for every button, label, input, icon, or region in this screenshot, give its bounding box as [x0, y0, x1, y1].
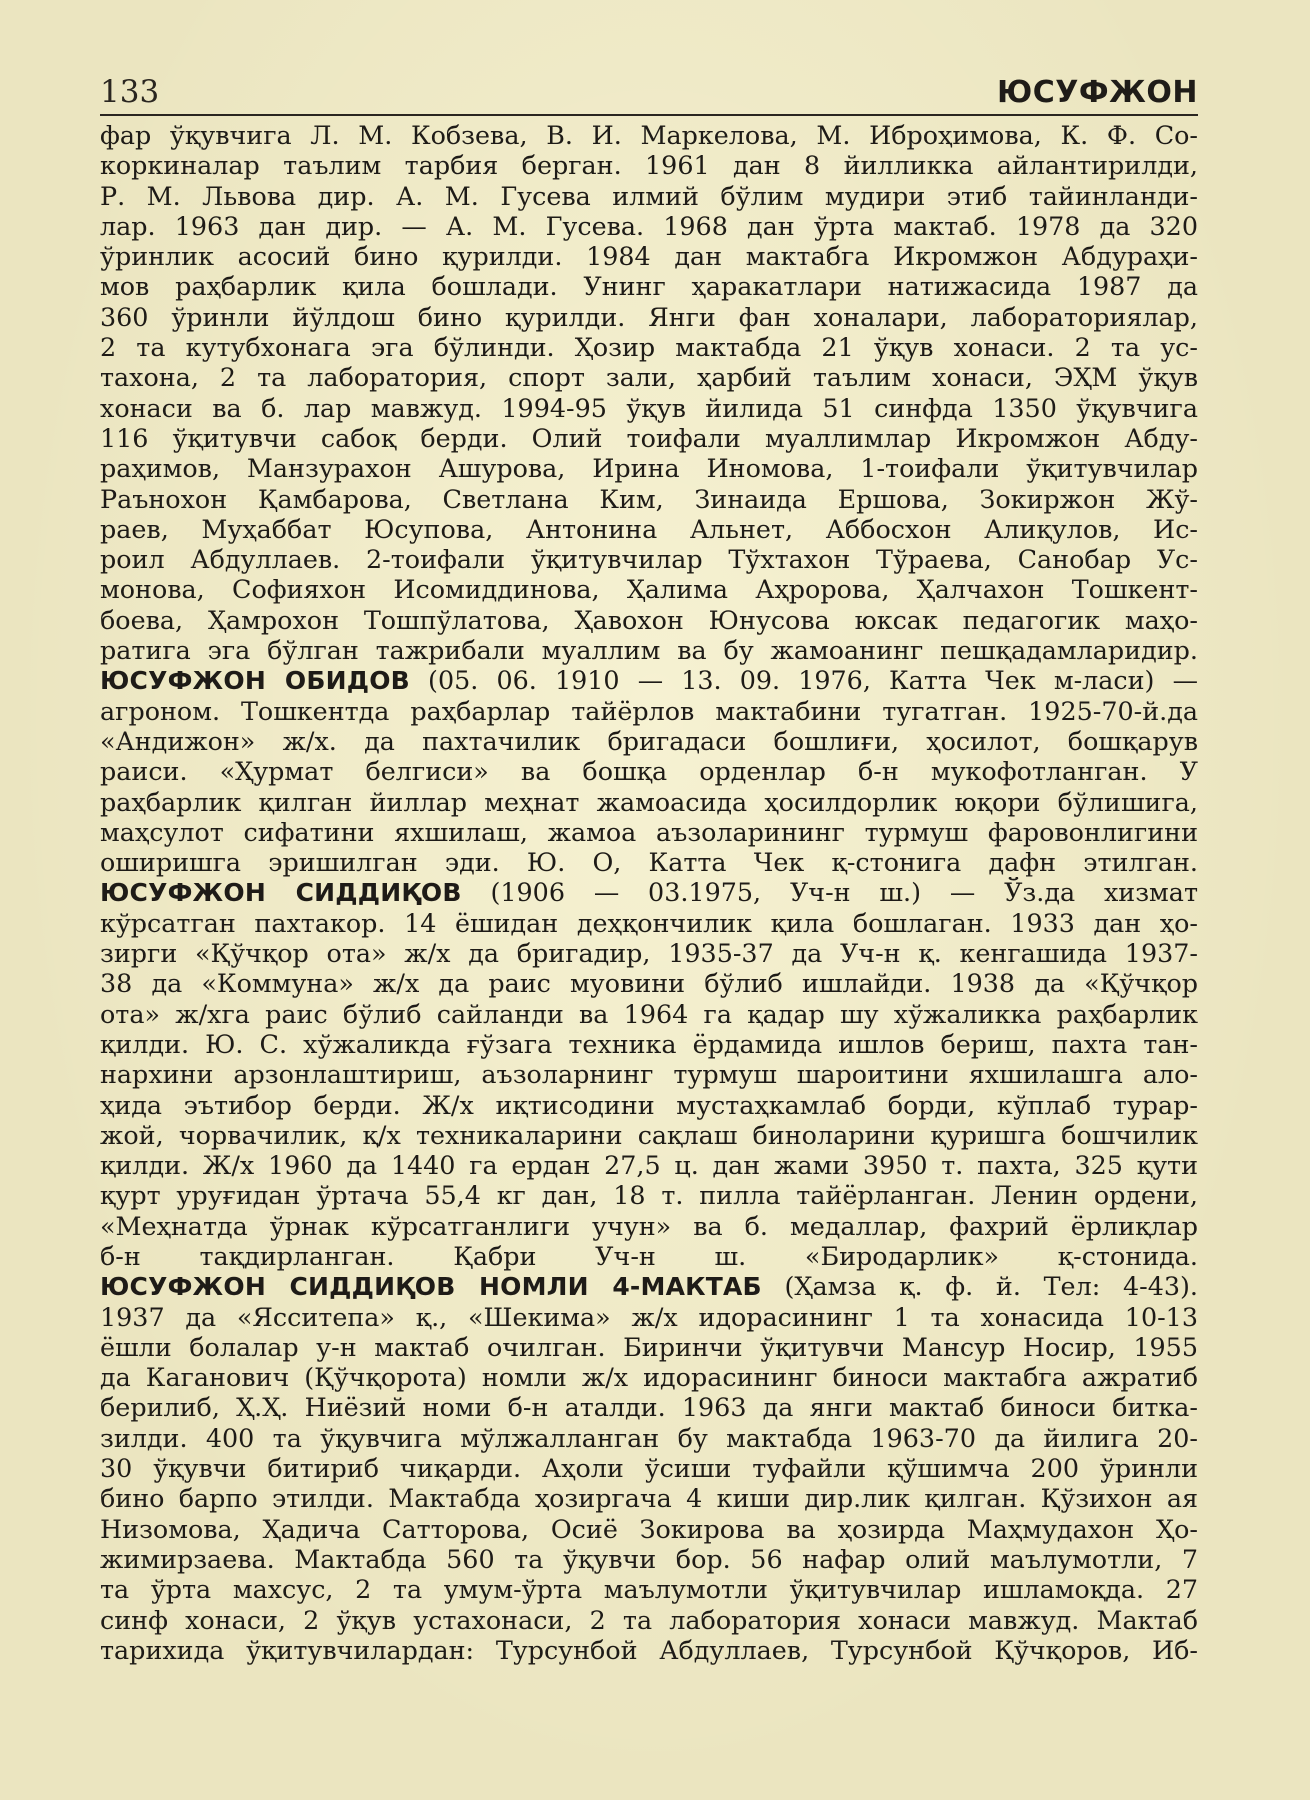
text-line: раҳимов, Манзурахон Ашурова, Ирина Иномова, 1-тоифали ўқитувчилар — [100, 453, 1198, 484]
text-line: тарихида ўқитувчилардан: Турсунбой Абдуллаев, Турсунбой Қўчқоров, Иб- — [100, 1634, 1198, 1665]
entry-title: ЮСУФЖОН СИДДИҚОВ — [100, 878, 462, 908]
text-line: «Андижон» ж/х. да пахтачилик бригадаси бошлиғи, ҳосилот, бошқарув — [100, 725, 1198, 756]
text-line: 2 та кутубхонага эга бўлинди. Ҳозир мактабда 21 ўқув хонаси. 2 та ус- — [100, 332, 1198, 363]
page-number: 133 — [100, 74, 160, 110]
entry-dates: (1906 — 03.1975, Уч-н ш.) — Ўз.да хизмат — [461, 877, 1198, 908]
entry-siddiqov — [100, 877, 1198, 1271]
text-line: мов раҳбарлик қила бошлади. Унинг ҳаракатлари натижасида 1987 да — [100, 271, 1198, 302]
text-line: зирги «Қўчқор ота» ж/х да бригадир, 1935-37 да Уч-н қ. кенгашида 1937- — [100, 938, 1198, 969]
text-line: ратига эга бўлган тажрибали муаллим ва бу жамоанинг пешқадамларидир. — [100, 635, 1198, 666]
entry-first-line — [100, 877, 1198, 907]
text-line: оширишга эришилган эди. Ю. О, Катта Чек қ-стонига дафн этилган. — [100, 847, 1198, 878]
running-head: ЮСУФЖОН — [997, 75, 1198, 110]
text-line: бино барпо этилди. Мактабда ҳозиргача 4 киши дир.лик қилган. Қўзихон ая — [100, 1483, 1198, 1514]
text-line: нархини арзонлаштириш, аъзоларнинг турмуш шароитини яхшилашга ало- — [100, 1059, 1198, 1090]
text-line: б-н тақдирланган. Қабри Уч-н ш. «Биродарлик» қ-стонида. — [100, 1240, 1198, 1271]
text-line: хонаси ва б. лар мавжуд. 1994-95 ўқув йилида 51 синфда 1350 ўқувчига — [100, 392, 1198, 423]
text-line: ота» ж/хга раис бўлиб сайланди ва 1964 га қадар шу хўжаликка раҳбарлик — [100, 998, 1198, 1029]
text-line: ёшли болалар у-н мактаб очилган. Биринчи ўқитувчи Мансур Носир, 1955 — [100, 1331, 1198, 1362]
text-line: раиси. «Ҳурмат белгиси» ва бошқа орденлар б-н мукофотланган. У — [100, 756, 1198, 787]
text-line: фар ўқувчига Л. М. Кобзева, В. И. Маркелова, М. Иброҳимова, К. Ф. Со- — [100, 120, 1198, 150]
text-line: агроном. Тошкентда раҳбарлар тайёрлов мактабини тугатган. 1925-70-й.да — [100, 695, 1198, 726]
text-line: тахона, 2 та лаборатория, спорт зали, ҳарбий таълим хонаси, ЭҲМ ўқув — [100, 362, 1198, 393]
text-line: қурт уруғидан ўртача 55,4 кг дан, 18 т. пилла тайёрланган. Ленин ордени, — [100, 1180, 1198, 1211]
entry-dates: (05. 06. 1910 — 13. 09. 1976, Катта Чек м-ласи) — — [409, 665, 1198, 696]
text-line: да Каганович (Қўчқорота) номли ж/х идорасининг биноси мактабга ажратиб — [100, 1362, 1198, 1393]
text-line: Р. М. Львова дир. А. М. Гусева илмий бўлим мудири этиб тайинланди- — [100, 180, 1198, 211]
entry-title: ЮСУФЖОН СИДДИҚОВ НОМЛИ 4-МАКТАБ — [100, 1272, 762, 1302]
text-line: маҳсулот сифатини яхшилаш, жамоа аъзоларининг турмуш фаровонлигини — [100, 816, 1198, 847]
text-line: Низомова, Ҳадича Сатторова, Осиё Зокирова ва ҳозирда Маҳмудахон Ҳо- — [100, 1513, 1198, 1544]
text-line: 30 ўқувчи битириб чиқарди. Аҳоли ўсиши туфайли қўшимча 200 ўринли — [100, 1453, 1198, 1484]
text-line: раев, Муҳаббат Юсупова, Антонина Альнет, Аббосхон Алиқулов, Ис- — [100, 513, 1198, 544]
text-line: монова, Софияхон Исомиддинова, Ҳалима Аҳророва, Ҳалчахон Тошкент- — [100, 574, 1198, 605]
entry-school — [100, 1271, 1198, 1665]
text-line: жимирзаева. Мактабда 560 та ўқувчи бор. 56 нафар олий маълумотли, 7 — [100, 1543, 1198, 1574]
text-line: ўринлик асосий бино қурилди. 1984 дан мактабга Икромжон Абдураҳи- — [100, 241, 1198, 272]
text-line: жой, чорвачилик, қ/х техникаларини сақлаш биноларини қуришга бошчилик — [100, 1119, 1198, 1150]
page-header — [100, 70, 1198, 116]
text-line: 38 да «Коммуна» ж/х да раис муовини бўлиб ишлайди. 1938 да «Қўчқор — [100, 968, 1198, 999]
text-line: 116 ўқитувчи сабоқ берди. Олий тоифали муаллимлар Икромжон Абду- — [100, 422, 1198, 453]
entry-address: (Ҳамза қ. ф. й. Тел: 4-43). — [761, 1271, 1198, 1302]
entry-first-line — [100, 665, 1198, 695]
entry-title: ЮСУФЖОН ОБИДОВ — [100, 666, 410, 696]
text-line: кўрсатган пахтакор. 14 ёшидан деҳқончилик қила бошлаган. 1933 дан ҳо- — [100, 907, 1198, 938]
text-line: лар. 1963 дан дир. — А. М. Гусева. 1968 дан ўрта мактаб. 1978 да 320 — [100, 210, 1198, 241]
entry-obidov — [100, 665, 1198, 877]
text-line: қилди. Ю. С. хўжаликда ғўзага техника ёрдамида ишлов бериш, пахта тан- — [100, 1028, 1198, 1059]
text-line: 360 ўринли йўлдош бино қурилди. Янги фан хоналари, лабораториялар, — [100, 301, 1198, 332]
entry-first-line — [100, 1271, 1198, 1301]
intro-paragraph — [100, 120, 1198, 665]
text-line: зилди. 400 та ўқувчига мўлжалланган бу мактабда 1963-70 да йилига 20- — [100, 1422, 1198, 1453]
text-line: коркиналар таълим тарбия берган. 1961 дан 8 йилликка айлантирилди, — [100, 150, 1198, 181]
text-line: қилди. Ж/х 1960 да 1440 га ердан 27,5 ц. дан жами 3950 т. пахта, 325 қути — [100, 1150, 1198, 1181]
body-text — [100, 120, 1198, 1665]
text-line: «Меҳнатда ўрнак кўрсатганлиги учун» ва б. медаллар, фахрий ёрлиқлар — [100, 1210, 1198, 1241]
text-line: 1937 да «Ясситепа» қ., «Шекима» ж/х идорасининг 1 та хонасида 10-13 — [100, 1301, 1198, 1332]
text-line: роил Абдуллаев. 2-тоифали ўқитувчилар Тўхтахон Тўраева, Санобар Ус- — [100, 544, 1198, 575]
text-line: ҳида эътибор берди. Ж/х иқтисодини мустаҳкамлаб борди, кўплаб турар- — [100, 1089, 1198, 1120]
text-line: синф хонаси, 2 ўқув устахонаси, 2 та лаборатория хонаси мавжуд. Мактаб — [100, 1604, 1198, 1635]
text-line: берилиб, Ҳ.Ҳ. Ниёзий номи б-н аталди. 1963 да янги мактаб биноси битка- — [100, 1392, 1198, 1423]
text-line: та ўрта махсус, 2 та умум-ўрта маълумотли ўқитувчилар ишламоқда. 27 — [100, 1574, 1198, 1605]
text-line: раҳбарлик қилган йиллар меҳнат жамоасида ҳосилдорлик юқори бўлишига, — [100, 786, 1198, 817]
text-line: Раънохон Қамбарова, Светлана Ким, Зинаида Ершова, Зокиржон Жў- — [100, 483, 1198, 514]
text-line: боева, Ҳамрохон Тошпўлатова, Ҳавохон Юнусова юксак педагогик маҳо- — [100, 604, 1198, 635]
